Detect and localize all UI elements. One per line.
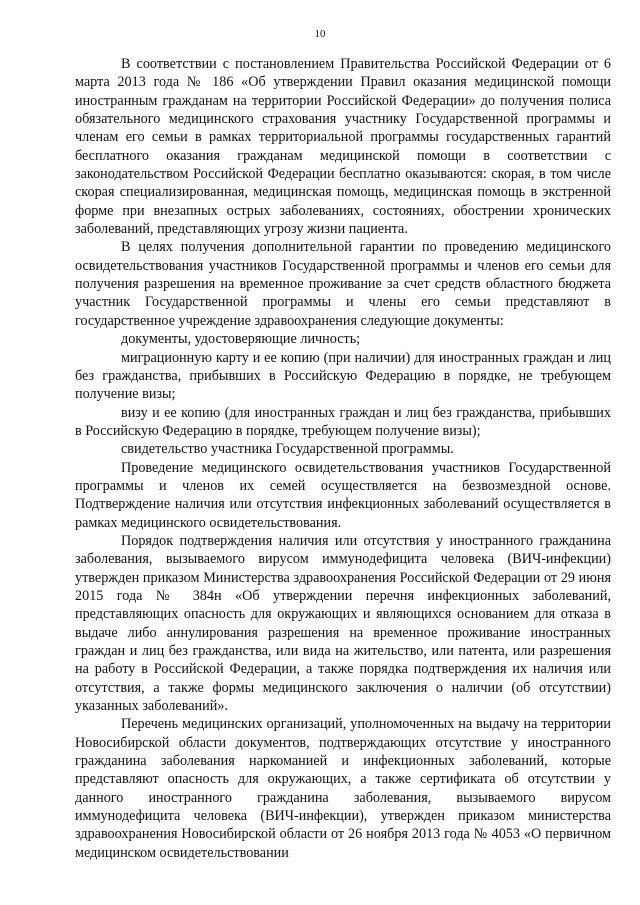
list-item-identity-documents: документы, удостоверяющие личность; xyxy=(121,331,361,348)
paragraph-medical-organizations-list: Перечень медицинских организаций, уполномоченных на выдачу на территории Новосибирской области документов, подтверждающих отсутствие у иностранного гражданина заболевания наркоманией и инфекционных заболеваний, которые представляют опасность для окружающих, а также сертификата об отсутствии у данного иностранного гражданина заболевания, вызываемого вирусом иммунодефицита человека (ВИЧ-инфекции), утвержден приказом министерства здравоохранения Новосибирской области от 26 ноября 2013 года № 4053 «О первичном медицинском освидетельствовании xyxy=(75,716,611,861)
paragraph-medical-care: В соответствии с постановлением Правительства Российской Федерации от 6 марта 2013 года № 186 «Об утверждении Правил оказания медицинской помощи иностранным гражданам на территории Российской Федерации» до получения полиса обязательного медицинского страхования участнику Государственной программы и членам его семьи в рамках территориальной программы государственных гарантий бесплатного оказания гражданам медицинской помощи в соответствии с законодательством Российской Федерации бесплатно оказываются: скорая, в том числе скорая специализированная, медицинская помощь, медицинская помощь в экстренной форме при внезапных острых заболеваниях, состояниях, обострении хронических заболеваний, представляющих угрозу жизни пациента. xyxy=(75,56,611,238)
paragraph-additional-guarantee: В целях получения дополнительной гарантии по проведению медицинского освидетельствования участников Государственной программы и членов его семьи для получения разрешения на временное проживание за счет средств областного бюджета участник Государственной программы и члены его семьи представляют в государственное учреждение здравоохранения следующие документы: xyxy=(75,239,611,329)
paragraph-hiv-procedure: Порядок подтверждения наличия или отсутствия у иностранного гражданина заболевания, вызываемого вирусом иммунодефицита человека (ВИЧ-инфекции) утвержден приказом Министерства здравоохранения Российской Федерации от 29 июня 2015 года № 384н «Об утверждении перечня инфекционных заболеваний, представляющих опасность для окружающих и являющихся основанием для отказа в выдаче либо аннулирования разрешения на временное проживание иностранных граждан и лиц без гражданства, или вида на жительство, или патента, или разрешения на работу в Российской Федерации, а также порядка подтверждения их наличия или отсутствия, а также формы медицинского заключения о наличии (об отсутствии) указанных заболеваний». xyxy=(75,532,611,715)
paragraph-free-examination: Проведение медицинского освидетельствования участников Государственной программы и членов их семей осуществляется на безвозмездной основе. Подтверждение наличия или отсутствия инфекционных заболеваний осуществляется в рамках медицинского освидетельствования. xyxy=(75,459,611,531)
page-number: 10 xyxy=(314,28,326,40)
list-item-participant-certificate: свидетельство участника Государственной программы. xyxy=(121,441,454,458)
document-body xyxy=(75,55,611,862)
list-item-migration-card: миграционную карту и ее копию (при наличии) для иностранных граждан и лиц без гражданства, прибывших в Российскую Федерацию в порядке, не требующем получение визы; xyxy=(75,349,611,403)
list-item-visa: визу и ее копию (для иностранных граждан и лиц без гражданства, прибывших в Российскую Федерацию в порядке, требующем получение визы); xyxy=(75,404,611,439)
